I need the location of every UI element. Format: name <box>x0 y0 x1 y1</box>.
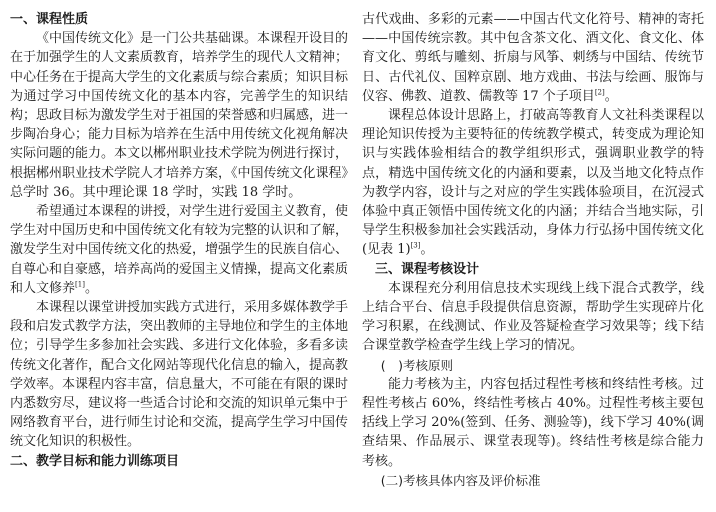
paragraph <box>10 29 348 202</box>
citation-ref: [1] <box>75 280 85 289</box>
paragraph-end: 。 <box>84 280 98 296</box>
right-column <box>362 10 704 490</box>
paragraph-text: 古代戏曲、多彩的元素——中国古代文化符号、精神的寄托——中国传统宗教。其中包含茶文化、酒文化、食文化、体育文化、剪纸与雕刻、折扇与风筝、刺绣与中国结、传统节日、古代礼仪、国粹京剧、地方戏曲、书法与绘画、服饰与仪容、佛教、道教、儒教等 17 个子项目 <box>362 12 704 104</box>
paragraph-text: 本课程充分利用信息技术实现线上线下混合式教学，线上结合平台、信息手段提供信息资源，帮助学生实现碎片化学习积累，在线测试、作业及答疑检查学习效果等；线下结合课堂教学检查学生线上学习的情况。 <box>362 280 704 354</box>
paragraph <box>362 279 704 356</box>
section-heading-assessment: 三、课程考核设计 <box>375 261 480 277</box>
paragraph <box>362 375 704 471</box>
citation-ref: [3] <box>410 242 421 251</box>
paragraph-text: 能力考核为主，内容包括过程性考核和终结性考核。过程性考核占 60%，终结性考核占 40%。过程性考核主要包括线上学习 20%(签到、任务、测验等)，线下学习 40%(调查结果、作品展示、课堂表现等)。终结性考核是综合能力考核。 <box>362 376 704 469</box>
section-heading-course-nature: 一、课程性质 <box>10 12 89 27</box>
subheading-assessment-content: (二)考核具体内容及评价标准 <box>380 472 541 488</box>
paragraph-text: 《中国传统文化》是一门公共基础课。本课程开设目的在于加强学生的人文素质教育，培养学生的现代人文精神；中心任务在于提高大学生的文化素质与综合素质；知识目标为通过学习中国传统文化的基本内容，完善学生的知识结构；思政目标为激发学生对于祖国的荣誉感和归属感，进一步陶冶身心；能力目标为培养在生活中用传统文化视角解决实际问题的能力。本文以郴州职业技术学院为例进行探讨，根据郴州职业技术学院人才培养方案，《中国传统文化课程》总学时 36。其中理论课 18 学时，实践 18 学时。 <box>10 31 349 200</box>
paragraph-text: 本课程以课堂讲授加实践方式进行，采用多媒体教学手段和启发式教学方法，突出教师的主导地位和学生的主体地位；引导学生多参加社会实践、多进行文化体验，多看多读传统文化著作，配合文化网站等现代化信息的输入，提高教学效率。本课程内容丰富，信息量大，不可能在有限的课时内悉数穷尽，建议将一些适合讨论和交流的知识单元集中于网络教育平台，进行师生讨论和交流，提高学生学习中国传统文化知识的积极性。 <box>10 300 349 450</box>
paragraph <box>362 106 704 260</box>
paragraph <box>10 202 348 298</box>
citation-ref: [2] <box>594 88 605 97</box>
paragraph <box>10 298 348 452</box>
subheading-assessment-principles: ( )考核原则 <box>380 357 454 373</box>
left-column <box>10 10 348 471</box>
paragraph <box>362 10 704 106</box>
paragraph-text: 课程总体设计思路上，打破高等教育人文社科类课程以理论知识传授为主要特征的传统教学模式，转变成为理论知识与实践体验相结合的教学组织形式，强调职业教学的特点，精选中国传统文化的内涵和要素，以及当地文化特点作为教学内容，设计与之对应的学生实践体验项目，在沉浸式体验中真正领悟中国传统文化的内涵；并结合当地实际，引导学生积极参加社会实践活动，身体力行弘扬中国传统文化(见表 1) <box>362 108 704 258</box>
section-heading-teaching-goals: 二、教学目标和能力训练项目 <box>10 453 180 469</box>
paragraph-end: 。 <box>420 242 434 258</box>
paragraph-text: 希望通过本课程的讲授，对学生进行爱国主义教育，使学生对中国历史和中国传统文化有较为完整的认识和了解，激发学生对中国传统文化的热爱，增强学生的民族自信心、自尊心和自豪感，培养高尚的爱国主义情操，提高文化素质和人文修养 <box>10 204 349 296</box>
paragraph-end: 。 <box>604 88 618 104</box>
